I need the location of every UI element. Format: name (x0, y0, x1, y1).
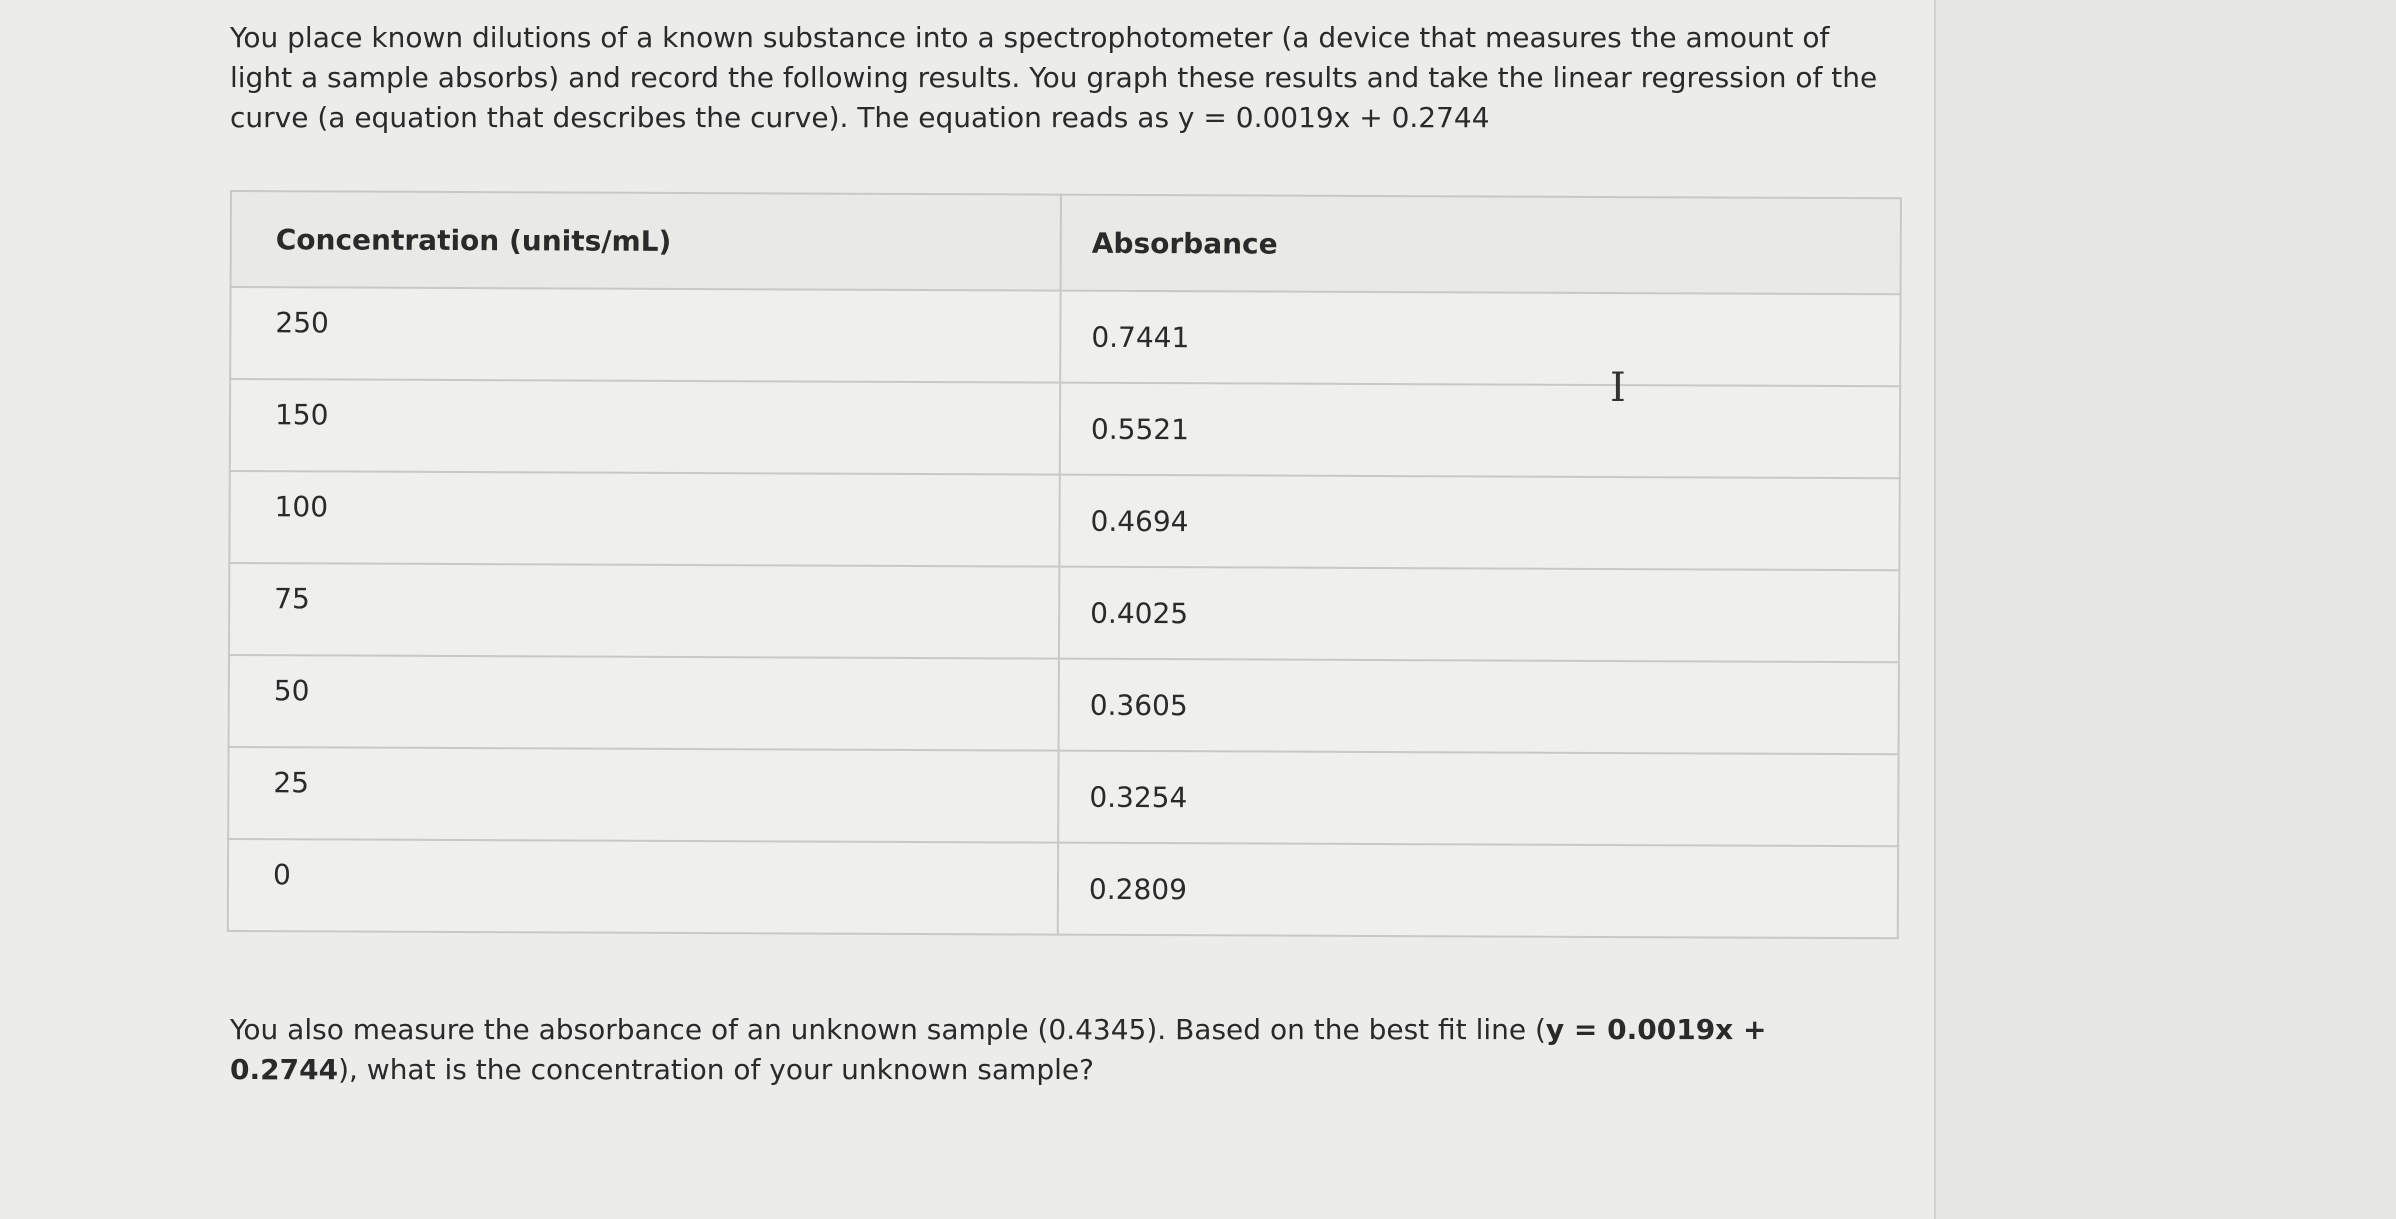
cell-concentration: 25 (228, 747, 1058, 843)
data-table (227, 190, 1902, 939)
cell-absorbance: 0.7441 (1060, 291, 1900, 387)
question-text-after: ), what is the concentration of your unknown sample? (338, 1053, 1094, 1086)
cell-concentration: 75 (229, 563, 1059, 659)
table-row (228, 839, 1898, 938)
cell-concentration: 0 (228, 839, 1058, 935)
cell-concentration: 250 (230, 287, 1060, 383)
cell-concentration: 150 (230, 379, 1060, 475)
header-absorbance: Absorbance (1061, 195, 1901, 295)
cell-absorbance: 0.3254 (1058, 751, 1898, 847)
question-text (230, 1010, 1870, 1090)
question-text-before: You also measure the absorbance of an unknown sample (0.4345). Based on the best fit line ( (230, 1013, 1546, 1046)
question-intro (230, 18, 1890, 138)
intro-text: You place known dilutions of a known substance into a spectrophotometer (a device that measures the amount of light a sample absorbs) and record the following results. You graph these results and take the linear regression of the curve (a equation that describes the curve). The equation reads as y = 0.0019x + 0.2744 (230, 21, 1878, 134)
cell-concentration: 50 (229, 655, 1059, 751)
table-row (229, 471, 1899, 570)
text-cursor-icon: I (1610, 365, 1626, 411)
cell-absorbance: 0.2809 (1058, 843, 1898, 939)
table-row (229, 655, 1899, 754)
table-row (230, 379, 1900, 478)
cell-absorbance: 0.4025 (1059, 567, 1899, 663)
table-row (230, 287, 1900, 386)
question-prompt (230, 1010, 1870, 1090)
cell-concentration: 100 (229, 471, 1059, 567)
table-row (228, 747, 1898, 846)
header-concentration: Concentration (units/mL) (231, 191, 1061, 291)
table-header-row (231, 191, 1901, 294)
cell-absorbance: 0.3605 (1059, 659, 1899, 755)
cell-absorbance: 0.5521 (1060, 383, 1900, 479)
best-fit-equation: y = 0.0019x + 0.2744 (230, 1013, 1767, 1086)
cell-absorbance: 0.4694 (1059, 475, 1899, 571)
table-row (229, 563, 1899, 662)
